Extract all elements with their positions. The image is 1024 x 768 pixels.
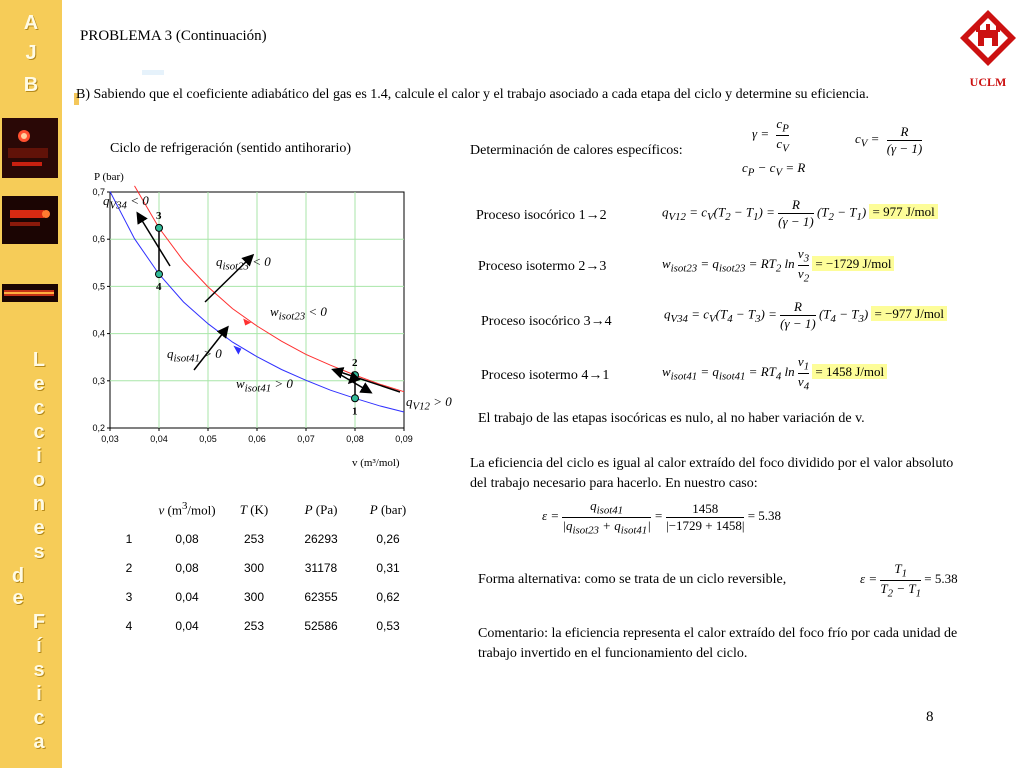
- table-row: [108, 582, 418, 611]
- gamma-eq: γ = $\frac{c_P}{c_V}$: [752, 116, 789, 155]
- sidebar-letter: J: [25, 42, 37, 64]
- process-label: Proceso isocórico 1→2: [476, 208, 607, 223]
- process-label: Proceso isocórico 3→4: [481, 314, 612, 329]
- table-cell: 2: [125, 560, 133, 575]
- table-row: [108, 524, 418, 553]
- sidebar-letter: L: [32, 349, 46, 371]
- state-label-2: 2: [352, 357, 358, 370]
- cv-eq: $c_V$ = $\frac{R}{(\gamma - 1)}$: [855, 124, 923, 156]
- process-label: Proceso isotermo 4→1: [481, 368, 610, 383]
- state-point-4: [156, 271, 163, 278]
- x-tick-label: 0,09: [395, 434, 413, 444]
- table-cell: 300: [243, 560, 265, 575]
- comment: Comentario: la eficiencia representa el calor extraído del foco frío por cada unidad de trabajo invertido en el funcionamiento del ciclo.: [478, 626, 958, 661]
- x-tick-label: 0,05: [199, 434, 217, 444]
- result-34: = −977 J/mol: [871, 306, 947, 321]
- table-header-row: [108, 495, 418, 524]
- sidebar-letter: A: [23, 12, 39, 34]
- sidebar-letter: n: [32, 493, 46, 515]
- efficiency-eq: ε = $q_{isot41}$ $|q_{isot23} + q_{isot41}|$ = $\frac{1458}{|-1729 + 1458|}$ = 5.38: [542, 498, 782, 537]
- lab-photo: [2, 118, 58, 178]
- state-label-1: 1: [352, 405, 358, 418]
- sidebar-letter: e: [12, 587, 24, 609]
- y-tick-label: 0,3: [92, 375, 105, 386]
- table-header: v $(m^3/mol)$: [158, 500, 216, 518]
- state-label-3: 3: [156, 209, 162, 222]
- table-cell: 253: [243, 618, 265, 633]
- sidebar-letter: s: [33, 541, 45, 563]
- process-label: Proceso isotermo 2→3: [478, 259, 607, 274]
- problem-statement: B) Sabiendo que el coeficiente adiabático del gas es 1.4, calcule el calor y el trabajo asociado a cada etapa del ciclo y determine su eficiencia.: [76, 87, 869, 102]
- efficiency-text: La eficiencia del ciclo es igual al calor extraído del foco dividido por el valor absoluto del trabajo necesario para hacerlo. En nuestro caso:: [470, 456, 954, 491]
- sidebar-letter: e: [33, 517, 45, 539]
- decorative-dash: [142, 70, 164, 75]
- sidebar-letter: d: [11, 565, 25, 587]
- y-tick-label: 0,5: [92, 281, 105, 292]
- state-label-4: 4: [156, 281, 162, 294]
- lab-photo-icon: [2, 196, 58, 244]
- table-header: P (bar): [369, 501, 407, 517]
- lab-photo-icon: [2, 118, 58, 178]
- table-cell: 1: [125, 531, 133, 546]
- table-row: [108, 611, 418, 640]
- x-tick-label: 0,03: [101, 434, 119, 444]
- state-table: [108, 495, 418, 640]
- sidebar-letter: o: [32, 469, 46, 491]
- result-12: = 977 J/mol: [869, 204, 937, 219]
- process-eq-12: $q_{V12} = c_V(T_2 - T_1)$ = $\frac{R}{(\gamma - 1)}$ $(T_2 - T_1) = 977$ J/mol: [662, 197, 938, 230]
- x-tick-label: 0,06: [248, 434, 266, 444]
- label-qisot23: $q_{isot23} < 0$: [216, 254, 271, 273]
- chart-title: Ciclo de refrigeración (sentido antihorario): [110, 141, 352, 156]
- label-qv12: $q_{V12} > 0$: [406, 394, 452, 413]
- isochoric-note: El trabajo de las etapas isocóricas es nulo, al no haber variación de v.: [478, 411, 865, 426]
- table-cell: 4: [125, 618, 133, 633]
- uclm-castle-icon: [958, 8, 1018, 70]
- logo-text: UCLM: [969, 75, 1007, 89]
- x-axis-label: v (m³/mol): [352, 457, 400, 469]
- table-cell: 0,62: [376, 589, 400, 604]
- table-cell: 62355: [304, 589, 338, 604]
- y-tick-label: 0,4: [92, 328, 105, 339]
- sidebar-letter: i: [36, 445, 42, 467]
- table-cell: 0,08: [175, 560, 199, 575]
- sidebar-letter: s: [33, 659, 45, 681]
- sidebar-letter: c: [33, 397, 45, 419]
- table-cell: 0,04: [175, 618, 199, 633]
- uclm-logo: [958, 8, 1018, 90]
- table-cell: 52586: [304, 618, 338, 633]
- x-tick-label: 0,07: [297, 434, 315, 444]
- sidebar-letter: c: [33, 421, 45, 443]
- label-qv34: $q_{V34} < 0$: [103, 193, 149, 212]
- table-cell: 0,04: [175, 589, 199, 604]
- label-wisot41: $w_{isot41} > 0$: [236, 376, 293, 395]
- table-cell: 3: [125, 589, 133, 604]
- process-eq-23: $w_{isot23} = q_{isot23} = RT_2$ ln $\frac{v_3}{v_2}$ = −1729 J/mol: [662, 246, 894, 284]
- table-cell: 31178: [304, 560, 338, 575]
- lab-photo: [2, 284, 58, 302]
- lab-photo: [2, 196, 58, 244]
- sidebar-letter: e: [33, 373, 45, 395]
- lab-photo-icon: [2, 284, 58, 302]
- sidebar-letter: F: [32, 611, 46, 633]
- sidebar-letter: c: [33, 707, 45, 729]
- page-number: 8: [926, 709, 934, 725]
- sidebar-letter: í: [36, 635, 42, 657]
- table-cell: 0,53: [376, 618, 400, 633]
- table-row: [108, 553, 418, 582]
- alt-eq: ε = $\frac{T_1}{T_2 - T_1}$ = 5.38: [860, 561, 958, 600]
- table-cell: 0,26: [376, 531, 400, 546]
- y-tick-label: 0,6: [92, 234, 105, 245]
- sidebar: [0, 0, 62, 768]
- table-header: T (K): [239, 501, 269, 517]
- state-point-3: [156, 224, 163, 231]
- state-point-1: [352, 395, 359, 402]
- y-axis-label: P (bar): [94, 171, 124, 183]
- cp-cv-eq: $c_P - c_V = R$: [742, 160, 806, 179]
- table-cell: 0,31: [376, 560, 400, 575]
- table-cell: 0,08: [175, 531, 199, 546]
- table-header: P (Pa): [304, 501, 338, 517]
- alt-text: Forma alternativa: como se trata de un ciclo reversible,: [478, 572, 787, 587]
- table-header: [108, 495, 150, 524]
- process-eq-41: $w_{isot41} = q_{isot41} = RT_4$ ln $\frac{v_1}{v_4}$ = 1458 J/mol: [662, 354, 887, 392]
- table-cell: 26293: [304, 531, 338, 546]
- label-qisot41: $q_{isot41} > 0$: [167, 346, 222, 365]
- specific-heats-label: Determinación de calores específicos:: [470, 143, 683, 158]
- y-tick-label: 0,7: [92, 187, 105, 197]
- page-title: PROBLEMA 3 (Continuación): [80, 28, 267, 44]
- x-tick-label: 0,08: [346, 434, 364, 444]
- label-wisot23: $w_{isot23} < 0$: [270, 304, 327, 323]
- table-cell: 253: [243, 531, 265, 546]
- sidebar-letter: B: [23, 74, 39, 96]
- result-41: = 1458 J/mol: [812, 364, 887, 379]
- sidebar-letter: i: [36, 683, 42, 705]
- table-cell: 300: [243, 589, 265, 604]
- process-eq-34: $q_{V34} = c_V(T_4 - T_3)$ = $\frac{R}{(\gamma - 1)}$ $(T_4 - T_3) = -977$ J/mol: [664, 299, 947, 332]
- result-23: = −1729 J/mol: [812, 256, 894, 271]
- y-tick-label: 0,2: [92, 423, 105, 433]
- sidebar-letter: a: [33, 731, 45, 753]
- x-tick-label: 0,04: [150, 434, 168, 444]
